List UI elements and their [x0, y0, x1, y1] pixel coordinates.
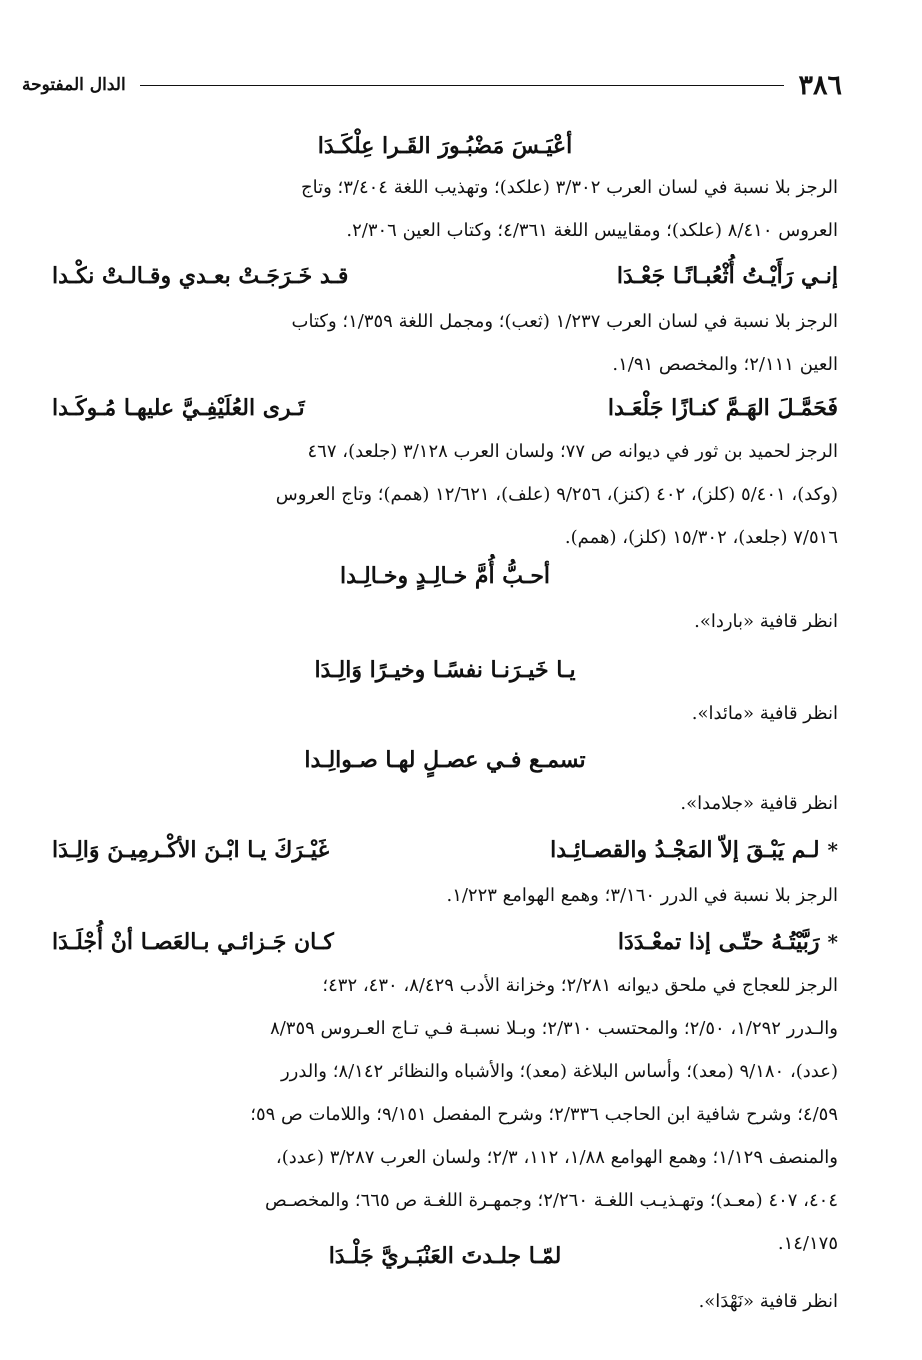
verse-second-hemistich: قـد خَـرَجَـتْ بعـدي وقـالـتْ نكْـدا	[52, 263, 349, 289]
note-line: ١٤/١٧٥.	[777, 1233, 838, 1254]
verse-line	[52, 1234, 838, 1278]
cross-reference-text: انظر قافية «جلامدا».	[680, 793, 838, 814]
verse-notes	[52, 166, 838, 252]
verse-notes	[52, 300, 838, 386]
note-line: (عدد)، ٩/١٨٠ (معد)؛ وأساس البلاغة (معد)؛ والأشباه والنظائر ٨/١٤٢؛ والدرر	[280, 1061, 838, 1082]
running-head: الدال المفتوحة	[22, 75, 126, 95]
verse-text: يـا خَيـرَنـا نفسًـا وخيـرًا وَالِـدَا	[314, 657, 576, 683]
verse-text: تسمـع فـي عصـلٍ لهـا صـوالِـدا	[304, 747, 586, 773]
verse-entry	[52, 920, 838, 964]
note-line: الرجز بلا نسبة في الدرر ٣/١٦٠؛ وهمع الهوامع ١/٢٢٣.	[446, 885, 838, 906]
verse-entry	[52, 554, 838, 598]
note-line: والمنصف ١/١٢٩؛ وهمع الهوامع ١/٨٨، ١١٢، ٢/٣؛ ولسان العرب ٣/٢٨٧ (عدد)،	[275, 1147, 838, 1168]
note-line: الرجز لحميد بن ثور في ديوانه ص ٧٧؛ ولسان العرب ٣/١٢٨ (جلعد)، ٤٦٧	[307, 441, 838, 462]
note-line: الرجز بلا نسبة في لسان العرب ٣/٣٠٢ (علكد)؛ وتهذيب اللغة ٣/٤٠٤؛ وتاج	[300, 177, 838, 198]
cross-reference-text: انظر قافية «باردا».	[694, 611, 838, 632]
verse-entry	[52, 1234, 838, 1278]
note-line: ٤٠٤، ٤٠٧ (معـد)؛ وتهـذيـب اللغـة ٢/٢٦٠؛ وجمهـرة اللغـة ص ٦٦٥؛ والمخصـص	[265, 1190, 838, 1211]
verse-entry	[52, 828, 838, 872]
verse-line	[52, 738, 838, 782]
note-line: والـدرر ١/٢٩٢، ٢/٥٠؛ والمحتسب ٢/٣١٠؛ وبـلا نسبـة فـي تـاج العـروس ٨/٣٥٩	[270, 1018, 838, 1039]
verse-line	[52, 828, 838, 872]
verse-line	[52, 648, 838, 692]
verse-entry	[52, 648, 838, 692]
verse-first-text: لـم يَبْـقَ إلاّ المَجْـدُ والقصـائِـدا	[550, 837, 820, 863]
header-rule	[140, 85, 785, 86]
cross-reference	[52, 1284, 838, 1320]
verse-second-hemistich: كـان جَـزائـي بـالعَصـا أنْ أُجْلَـدَا	[52, 929, 334, 955]
cross-reference	[52, 786, 838, 822]
verse-first-text: رَبَّيْتُـهُ حتّـى إذا تمعْـدَدَا	[617, 929, 820, 955]
cross-reference	[52, 696, 838, 732]
starred-verse-marker: *	[827, 930, 838, 954]
verse-entry	[52, 124, 838, 168]
verse-line	[52, 554, 838, 598]
page-number: ٣٨٦	[798, 69, 842, 101]
verse-notes	[52, 430, 838, 559]
verse-first-hemistich	[618, 929, 838, 955]
verse-line	[52, 124, 838, 168]
cross-reference-text: انظر قافية «نَهْدَا».	[698, 1291, 838, 1312]
verse-second-hemistich: غَيْـرَكَ يـا ابْـنَ الأكْـرمِيـنَ وَالِـدَا	[52, 837, 330, 863]
verse-entry	[52, 738, 838, 782]
cross-reference-text: انظر قافية «مائدا».	[691, 703, 838, 724]
starred-verse-marker: *	[827, 838, 838, 862]
verse-first-hemistich	[550, 837, 838, 863]
verse-text: أعْيَـسَ مَضْبُـورَ القَـرا عِلْكَـدَا	[317, 133, 573, 159]
note-line: الرجز للعجاج في ملحق ديوانه ٢/٢٨١؛ وخزانة الأدب ٨/٤٢٩، ٤٣٠، ٤٣٢؛	[322, 975, 838, 996]
verse-line	[52, 254, 838, 298]
verse-line	[52, 386, 838, 430]
cross-reference	[52, 604, 838, 640]
verse-notes	[52, 964, 838, 1265]
verse-entry	[52, 386, 838, 430]
verse-notes	[52, 874, 838, 917]
note-line: (وكد)، ٥/٤٠١ (كلز)، ٤٠٢ (كنز)، ٩/٢٥٦ (علف)، ١٢/٦٢١ (همم)؛ وتاج العروس	[275, 484, 838, 505]
verse-second-hemistich: تَـرى العُلَيْفِـيَّ عليهـا مُـوكَـدا	[52, 395, 305, 421]
verse-line	[52, 920, 838, 964]
verse-text: لمّـا جلـدتَ العَنْبَـريَّ جَلْـدَا	[328, 1243, 562, 1269]
verse-first-hemistich: إنـي رَأَيْـتُ أُثْعُبـانًـا جَعْـدَا	[616, 263, 838, 289]
note-line: ٤/٥٩؛ وشرح شافية ابن الحاجب ٢/٣٣٦؛ وشرح المفصل ٩/١٥١؛ واللامات ص ٥٩؛	[250, 1104, 838, 1125]
note-line: العين ٢/١١١؛ والمخصص ١/٩١.	[612, 354, 838, 375]
verse-text: أحـبُّ أُمَّ خـالِـدٍ وخـالِـدا	[339, 563, 551, 589]
verse-first-hemistich: فَحَمَّـلَ الهَـمَّ كنـازًا جَلْعَـدا	[607, 395, 838, 421]
note-line: العروس ٨/٤١٠ (علكد)؛ ومقاييس اللغة ٤/٣٦١؛ وكتاب العين ٢/٣٠٦.	[346, 220, 838, 241]
note-line: الرجز بلا نسبة في لسان العرب ١/٢٣٧ (ثعب)؛ ومجمل اللغة ١/٣٥٩؛ وكتاب	[291, 311, 838, 332]
page-header	[22, 68, 842, 102]
note-line: ٧/٥١٦ (جلعد)، ١٥/٣٠٢ (كلز)، (همم).	[564, 527, 838, 548]
verse-entry	[52, 254, 838, 298]
